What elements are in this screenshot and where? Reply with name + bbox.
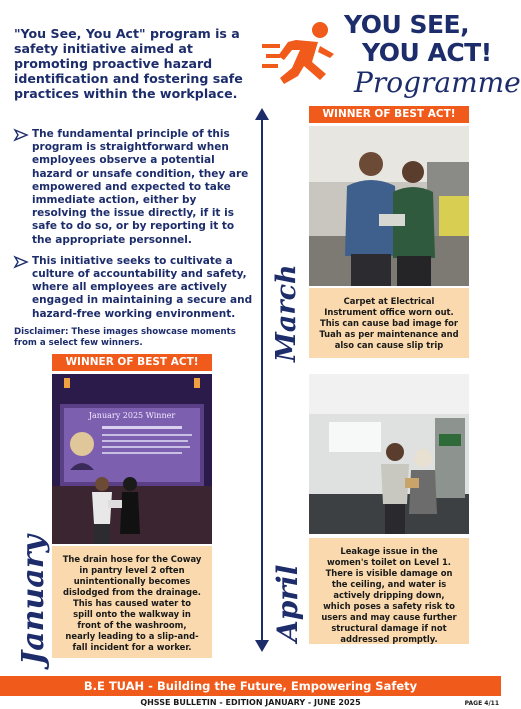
- january-winner-photo: [52, 374, 212, 544]
- bullet-list: [14, 128, 254, 329]
- timeline-line: [261, 118, 263, 642]
- april-winner-photo: [309, 374, 469, 534]
- bullet-text: This initiative seeks to cultivate a culture of accountability and safety, where all employees are actively engaged in maintaining a secure and hazard-free working environment.: [32, 254, 253, 320]
- january-photo-image: [52, 374, 212, 544]
- timeline-arrow-down-icon: [255, 640, 269, 652]
- intro-heading: "You See, You Act" program is a safety initiative aimed at promoting proactive hazard identification and fostering safe practices within the workplace.: [14, 26, 243, 101]
- january-caption: The drain hose for the Coway in pantry level 2 often unintentionally becomes dislodged from the drainage. This has caused water to spill onto the walkway in front of the washroom, nearly leading to a slip-and-fall incident for a worker.: [52, 546, 212, 658]
- january-screen-title: January 2025 Winner: [88, 411, 176, 420]
- bullet-text: The fundamental principle of this program is straightforward when employees observe a potential hazard or unsafe condition, they are empowered and expected to take immediate action, either by resolving the issue directly, if it is safe to do so, or by reporting it to the appropriate personnel.: [32, 128, 249, 246]
- january-winner-banner: WINNER OF BEST ACT!: [52, 354, 212, 371]
- page-number: PAGE 4/11: [464, 700, 499, 707]
- month-label-march: March: [271, 264, 302, 362]
- bullet-item: [14, 255, 254, 321]
- march-caption: Carpet at Electrical Instrument office worn out. This can cause bad image for Tuah as per maintenance and also can cause slip trip: [309, 288, 469, 358]
- programme-logo: [262, 6, 521, 102]
- footer-edition: QHSSE BULLETIN - EDITION JANUARY - JUNE 2025: [140, 698, 361, 707]
- footer-tagline: B.E TUAH - Building the Future, Empowering Safety: [0, 676, 501, 696]
- april-photo-image: [309, 374, 469, 534]
- logo-line-2: YOU ACT!: [362, 38, 492, 67]
- month-label-january: January: [16, 535, 51, 665]
- march-winner-banner: WINNER OF BEST ACT!: [309, 106, 469, 123]
- march-photo-image: [309, 126, 469, 286]
- outline-arrow-icon: [14, 129, 28, 141]
- march-winner-photo: [309, 126, 469, 286]
- disclaimer: Disclaimer: These images showcase moments from a select few winners.: [14, 327, 236, 348]
- april-caption: Leakage issue in the women's toilet on Level 1. There is visible damage on the ceiling, and water is actively dripping down, which poses a safety risk to users and may cause further structural damage if not addressed promptly.: [309, 538, 469, 644]
- logo-line-3: Programme: [354, 66, 521, 99]
- logo-line-1: YOU SEE,: [344, 10, 470, 39]
- outline-arrow-icon: [14, 256, 28, 268]
- bullet-item: [14, 128, 254, 247]
- running-person-icon: [262, 18, 346, 90]
- month-label-april: April: [271, 564, 304, 642]
